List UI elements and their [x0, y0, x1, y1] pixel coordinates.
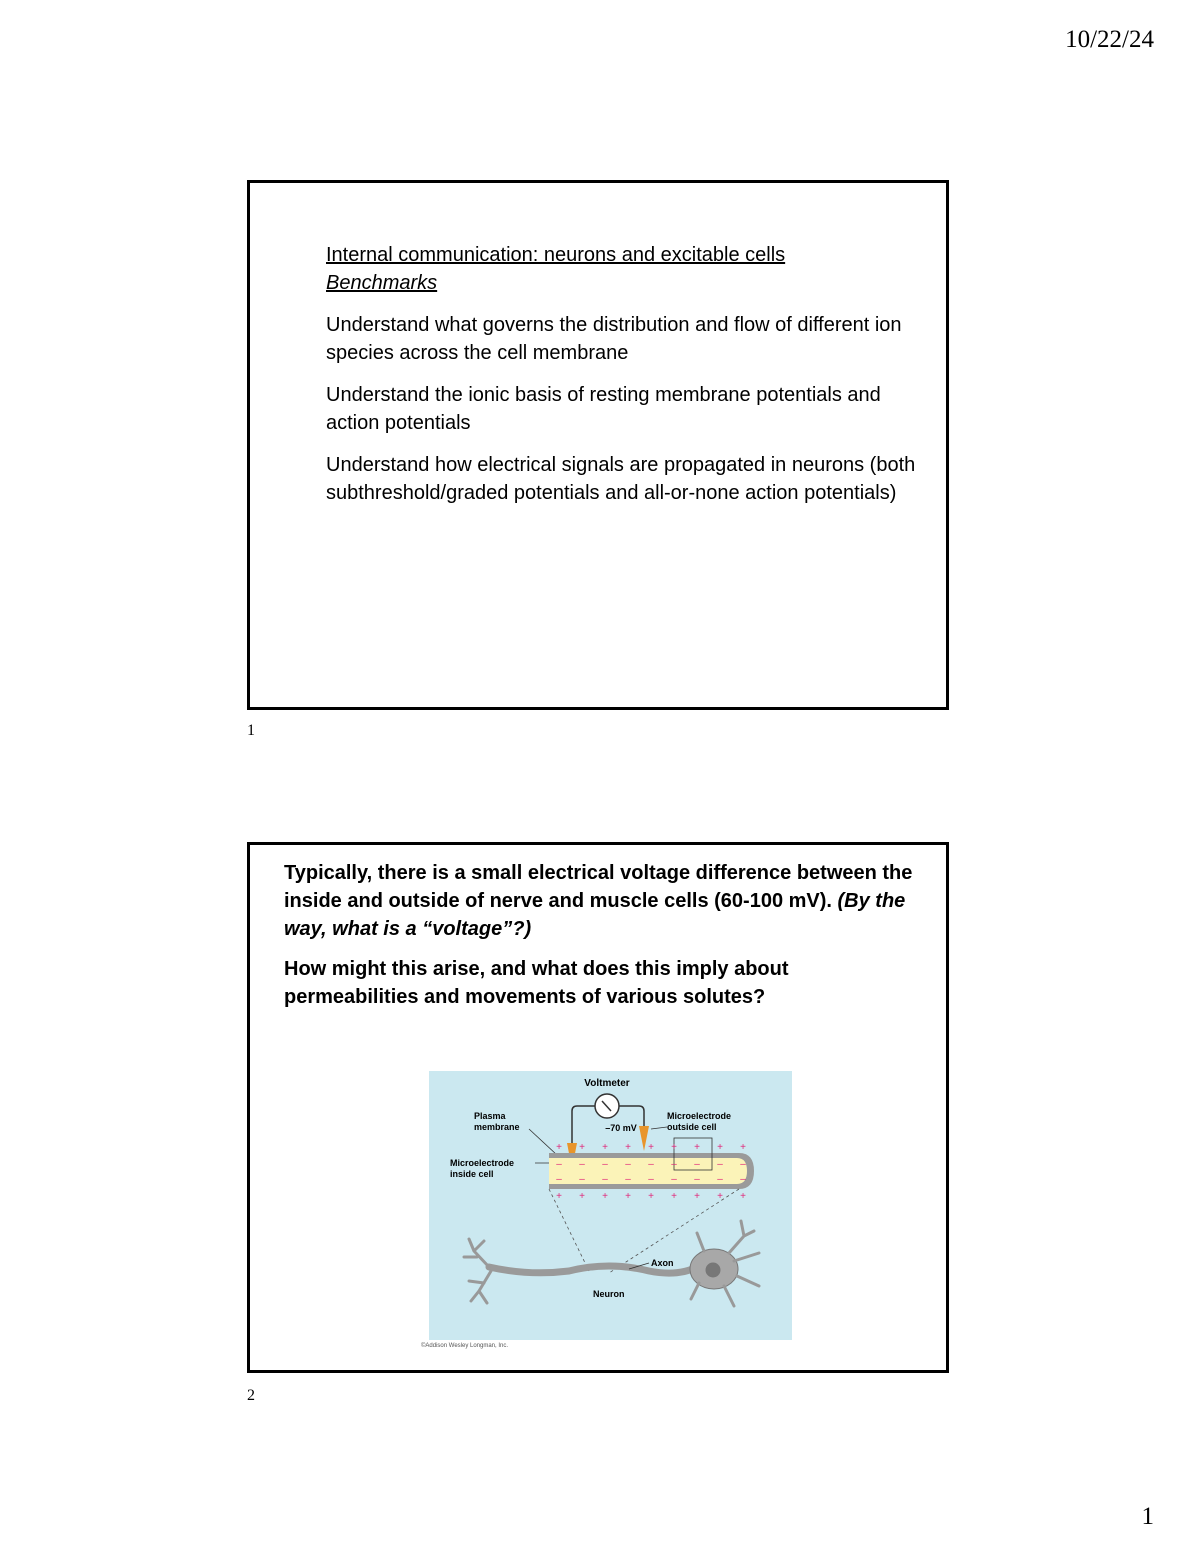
slide-2-content: [284, 859, 924, 1031]
charge-plus-outer: +: [717, 1142, 723, 1153]
charge-plus-outer: +: [740, 1142, 746, 1153]
charge-plus-outer: +: [671, 1142, 677, 1153]
charge-plus-outer: +: [579, 1142, 585, 1153]
charge-plus-outer: +: [602, 1142, 608, 1153]
slide-1-content: [326, 241, 926, 507]
benchmark-item: Understand how electrical signals are propagated in neurons (both subthreshold/graded potentials and all-or-none action potentials): [326, 454, 916, 504]
slide-1-number: 1: [247, 722, 255, 739]
slide-1: [247, 180, 949, 710]
charge-minus-inner: –: [648, 1159, 654, 1170]
label-inside-2: inside cell: [450, 1169, 494, 1179]
header-date: 10/22/24: [1065, 26, 1154, 53]
charge-plus-outer: +: [694, 1191, 700, 1202]
label-inside-1: Microelectrode: [450, 1158, 515, 1168]
charge-minus-inner: –: [602, 1174, 608, 1185]
charge-minus-inner: –: [648, 1174, 654, 1185]
slide-2-number: 2: [247, 1387, 255, 1404]
charge-minus-inner: –: [579, 1174, 585, 1185]
charge-plus-outer: +: [625, 1191, 631, 1202]
label-outside-2: outside cell: [667, 1122, 717, 1132]
label-axon: Axon: [651, 1258, 674, 1268]
charge-plus-outer: +: [648, 1142, 654, 1153]
label-plasma-2: membrane: [474, 1122, 520, 1132]
slide-2-question-2: How might this arise, and what does this imply about permeabilities and movements of various solutes?: [284, 958, 789, 1008]
benchmark-item: Understand the ionic basis of resting membrane potentials and action potentials: [326, 384, 881, 434]
charge-minus-inner: –: [694, 1159, 700, 1170]
label-neuron: Neuron: [593, 1289, 625, 1299]
charge-minus-inner: –: [740, 1174, 746, 1185]
label-reading: –70 mV: [605, 1123, 637, 1133]
slide-2-question-1: [284, 859, 924, 943]
label-voltmeter: Voltmeter: [584, 1078, 630, 1089]
charge-minus-inner: –: [671, 1174, 677, 1185]
benchmark-item: Understand what governs the distribution and flow of different ion species across the cell membrane: [326, 314, 902, 364]
charge-minus-inner: –: [579, 1159, 585, 1170]
charge-plus-outer: +: [694, 1142, 700, 1153]
charge-minus-inner: –: [556, 1174, 562, 1185]
charge-plus-outer: +: [648, 1191, 654, 1202]
charge-plus-outer: +: [579, 1191, 585, 1202]
charge-plus-outer: +: [671, 1191, 677, 1202]
charge-minus-inner: –: [717, 1159, 723, 1170]
slide-1-subtitle: Benchmarks: [326, 272, 438, 294]
charge-plus-outer: +: [625, 1142, 631, 1153]
page-number: 1: [1141, 1503, 1154, 1530]
charge-plus-outer: +: [556, 1142, 562, 1153]
charge-minus-inner: –: [694, 1174, 700, 1185]
charge-minus-inner: –: [740, 1159, 746, 1170]
question-1-text: Typically, there is a small electrical voltage difference between the inside and outside of nerve and muscle cells (60-100 mV).: [284, 862, 913, 912]
charge-minus-inner: –: [556, 1159, 562, 1170]
slide-1-title: Internal communication: neurons and excitable cells: [326, 244, 786, 266]
charge-plus-outer: +: [602, 1191, 608, 1202]
charge-plus-outer: +: [556, 1191, 562, 1202]
charge-plus-outer: +: [740, 1191, 746, 1202]
membrane-potential-figure: [429, 1071, 792, 1340]
label-plasma-1: Plasma: [474, 1111, 506, 1121]
question-1-aside: (By the way, what is a “voltage”?): [284, 890, 906, 940]
slide-2: [247, 842, 949, 1373]
charge-minus-inner: –: [625, 1174, 631, 1185]
charge-minus-inner: –: [671, 1159, 677, 1170]
figure-credit: ©Addison Wesley Longman, Inc.: [421, 1343, 509, 1349]
charge-minus-inner: –: [717, 1174, 723, 1185]
charge-plus-outer: +: [717, 1191, 723, 1202]
charge-minus-inner: –: [625, 1159, 631, 1170]
label-outside-1: Microelectrode: [667, 1111, 732, 1121]
charge-minus-inner: –: [602, 1159, 608, 1170]
